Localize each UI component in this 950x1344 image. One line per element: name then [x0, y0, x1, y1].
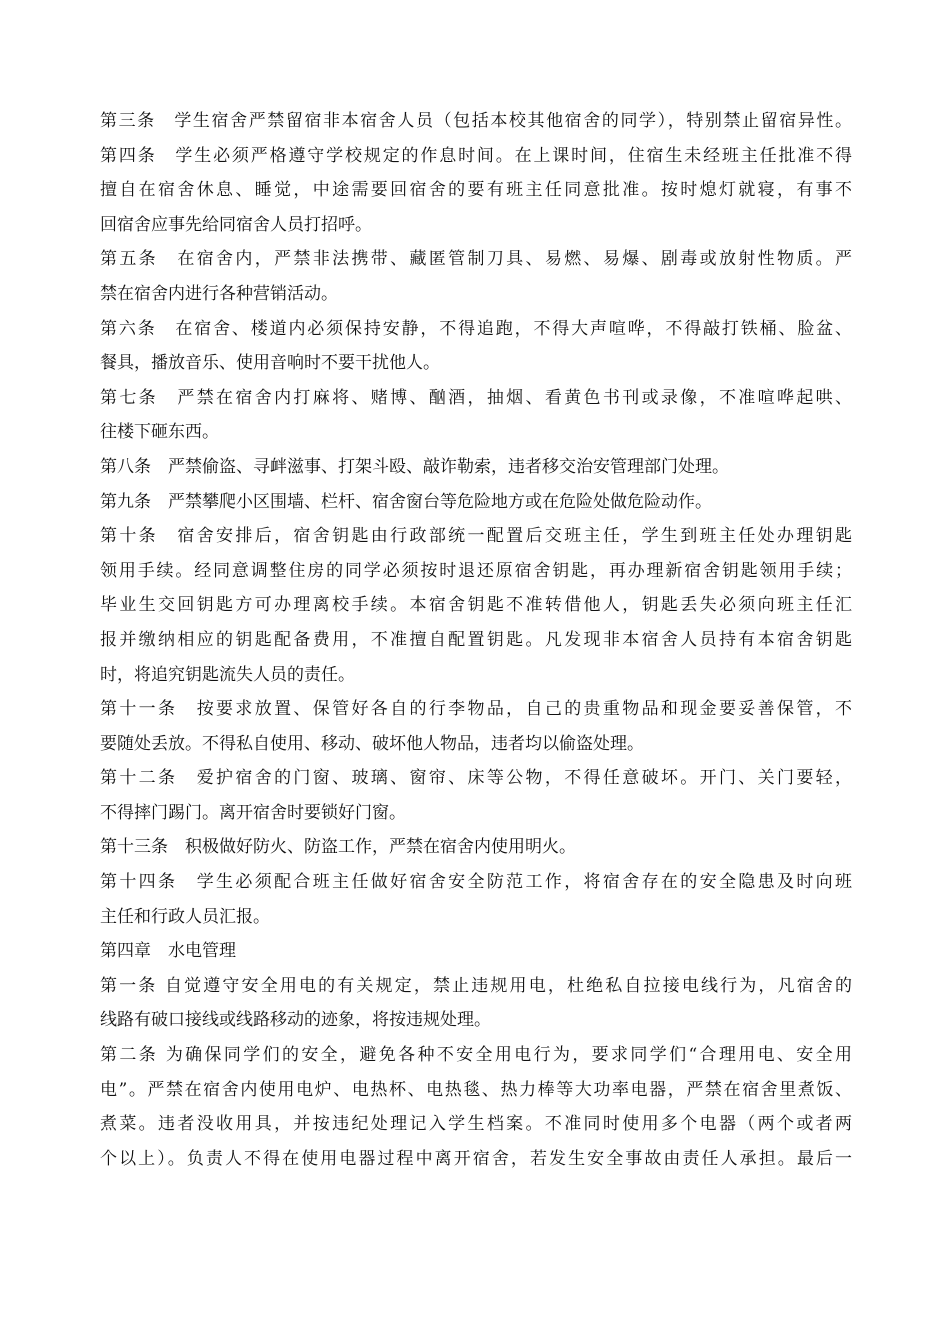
- text-line: 报并缴纳相应的钥匙配备费用，不准擅自配置钥匙。凡发现非本宿舍人员持有本宿舍钥匙: [100, 629, 852, 650]
- text-line: 第三条 学生宿舍严禁留宿非本宿舍人员（包括本校其他宿舍的同学），特别禁止留宿异性。: [100, 111, 852, 131]
- text-line: 第九条 严禁攀爬小区围墙、栏杆、宿舍窗台等危险地方或在危险处做危险动作。: [100, 491, 712, 512]
- text-line: 擅自在宿舍休息、睡觉，中途需要回宿舍的要有班主任同意批准。按时熄灯就寝，有事不: [100, 180, 852, 201]
- text-line: 第十三条 积极做好防火、防盗工作，严禁在宿舍内使用明火。: [100, 837, 576, 858]
- text-line: 领用手续。经同意调整住房的同学必须按时退还原宿舍钥匙，再办理新宿舍钥匙领用手续；: [100, 560, 852, 581]
- text-line: 第一条 自觉遵守安全用电的有关规定，禁止违规用电，杜绝私自拉接电线行为，凡宿舍的: [100, 975, 852, 996]
- text-line: 第十条 宿舍安排后，宿舍钥匙由行政部统一配置后交班主任，学生到班主任处办理钥匙: [100, 526, 852, 547]
- text-line: 第八条 严禁偷盗、寻衅滋事、打架斗殴、敲诈勒索，违者移交治安管理部门处理。: [100, 456, 729, 477]
- chapter-heading: 第四章 水电管理: [100, 941, 236, 962]
- text-line: 毕业生交回钥匙方可办理离校手续。本宿舍钥匙不准转借他人，钥匙丢失必须向班主任汇: [100, 595, 852, 616]
- text-line: 时，将追究钥匙流失人员的责任。: [100, 664, 355, 685]
- text-line: 不得摔门踢门。离开宿舍时要锁好门窗。: [100, 802, 406, 823]
- text-line: 要随处丢放。不得私自使用、移动、破坏他人物品，违者均以偷盗处理。: [100, 733, 644, 754]
- text-line: 第二条 为确保同学们的安全，避免各种不安全用电行为，要求同学们“合理用电、安全用: [100, 1045, 852, 1066]
- text-line: 个以上）。负责人不得在使用电器过程中离开宿舍，若发生安全事故由责任人承担。最后一: [100, 1148, 852, 1169]
- text-line: 禁在宿舍内进行各种营销活动。: [100, 283, 338, 304]
- text-line: 第十四条 学生必须配合班主任做好宿舍安全防范工作，将宿舍存在的安全隐患及时向班: [100, 872, 852, 893]
- text-line: 第六条 在宿舍、楼道内必须保持安静，不得追跑，不得大声喧哗，不得敲打铁桶、脸盆、: [100, 318, 852, 339]
- text-line: 电”。严禁在宿舍内使用电炉、电热杯、电热毯、热力棒等大功率电器，严禁在宿舍里煮饭、: [100, 1079, 852, 1100]
- text-line: 第十二条 爱护宿舍的门窗、玻璃、窗帘、床等公物，不得任意破坏。开门、关门要轻，: [100, 768, 852, 789]
- text-line: 煮菜。违者没收用具，并按违纪处理记入学生档案。不准同时使用多个电器（两个或者两: [100, 1114, 852, 1135]
- text-line: 餐具，播放音乐、使用音响时不要干扰他人。: [100, 353, 440, 374]
- text-line: 第四条 学生必须严格遵守学校规定的作息时间。在上课时间，住宿生未经班主任批准不得: [100, 145, 852, 166]
- text-line: 回宿舍应事先给同宿舍人员打招呼。: [100, 214, 372, 235]
- text-line: 主任和行政人员汇报。: [100, 906, 270, 927]
- text-line: 往楼下砸东西。: [100, 422, 219, 443]
- text-line: 第五条 在宿舍内，严禁非法携带、藏匿管制刀具、易燃、易爆、剧毒或放射性物质。严: [100, 249, 852, 270]
- document-body: [100, 104, 852, 1176]
- text-line: 第十一条 按要求放置、保管好各自的行李物品，自己的贵重物品和现金要妥善保管，不: [100, 699, 852, 720]
- text-line: 第七条 严禁在宿舍内打麻将、赌博、酗酒，抽烟、看黄色书刊或录像，不准喧哗起哄、: [100, 387, 852, 408]
- text-line: 线路有破口接线或线路移动的迹象，将按违规处理。: [100, 1010, 491, 1031]
